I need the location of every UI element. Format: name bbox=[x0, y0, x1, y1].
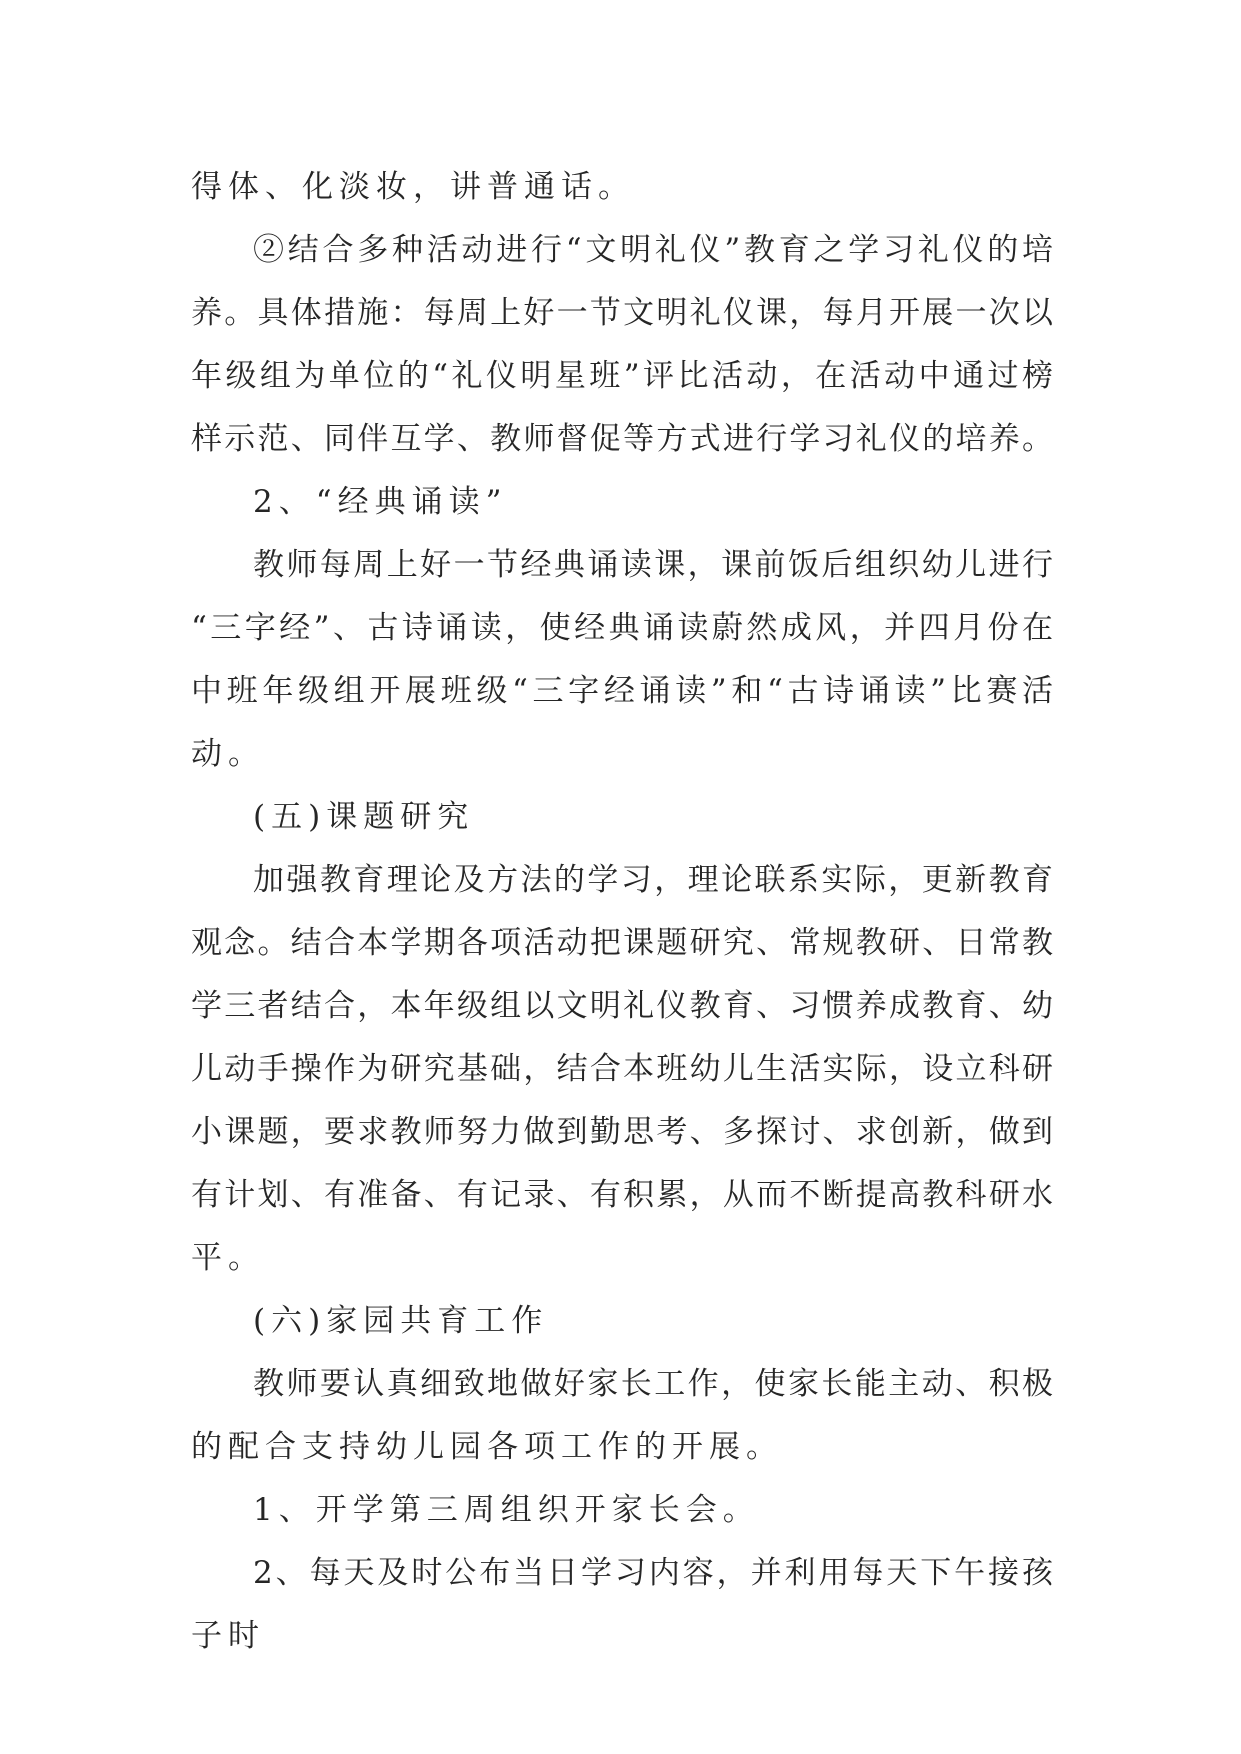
text-line: 的配合支持幼儿园各项工作的开展。 bbox=[191, 1429, 783, 1465]
list-item: 2、每天及时公布当日学习内容，并利用每天下午接孩 bbox=[253, 1555, 1053, 1591]
text-line: 加强教育理论及方法的学习，理论联系实际，更新教育 bbox=[253, 862, 1053, 898]
document-body bbox=[191, 156, 1053, 1668]
text-line: 样示范、同伴互学、教师督促等方式进行学习礼仪的培养。 bbox=[191, 421, 1053, 457]
text-line: 观念。结合本学期各项活动把课题研究、常规教研、日常教 bbox=[191, 925, 1053, 961]
text-line: 小课题，要求教师努力做到勤思考、多探讨、求创新，做到 bbox=[191, 1114, 1053, 1150]
section-heading: (五)课题研究 bbox=[253, 799, 475, 835]
text-line: 养。具体措施：每周上好一节文明礼仪课，每月开展一次以 bbox=[191, 295, 1053, 331]
text-line: 平。 bbox=[191, 1240, 265, 1276]
text-line: 动。 bbox=[191, 736, 265, 772]
section-heading: (六)家园共育工作 bbox=[253, 1303, 549, 1339]
text-line: “三字经”、古诗诵读，使经典诵读蔚然成风，并四月份在 bbox=[191, 610, 1053, 646]
list-item: 1、开学第三周组织开家长会。 bbox=[253, 1492, 760, 1528]
text-line: ②结合多种活动进行“文明礼仪”教育之学习礼仪的培 bbox=[253, 232, 1053, 268]
text-line: 学三者结合，本年级组以文明礼仪教育、习惯养成教育、幼 bbox=[191, 988, 1053, 1024]
text-line: 中班年级组开展班级“三字经诵读”和“古诗诵读”比赛活 bbox=[191, 673, 1053, 709]
text-line: 子时 bbox=[191, 1618, 265, 1654]
text-line: 得体、化淡妆，讲普通话。 bbox=[191, 169, 635, 205]
text-line: 教师要认真细致地做好家长工作，使家长能主动、积极 bbox=[253, 1366, 1053, 1402]
text-line: 年级组为单位的“礼仪明星班”评比活动，在活动中通过榜 bbox=[191, 358, 1053, 394]
section-heading: 2、“经典诵读” bbox=[253, 484, 508, 520]
text-line: 儿动手操作为研究基础，结合本班幼儿生活实际，设立科研 bbox=[191, 1051, 1053, 1087]
text-line: 有计划、有准备、有记录、有积累，从而不断提高教科研水 bbox=[191, 1177, 1053, 1213]
text-line: 教师每周上好一节经典诵读课，课前饭后组织幼儿进行 bbox=[253, 547, 1053, 583]
